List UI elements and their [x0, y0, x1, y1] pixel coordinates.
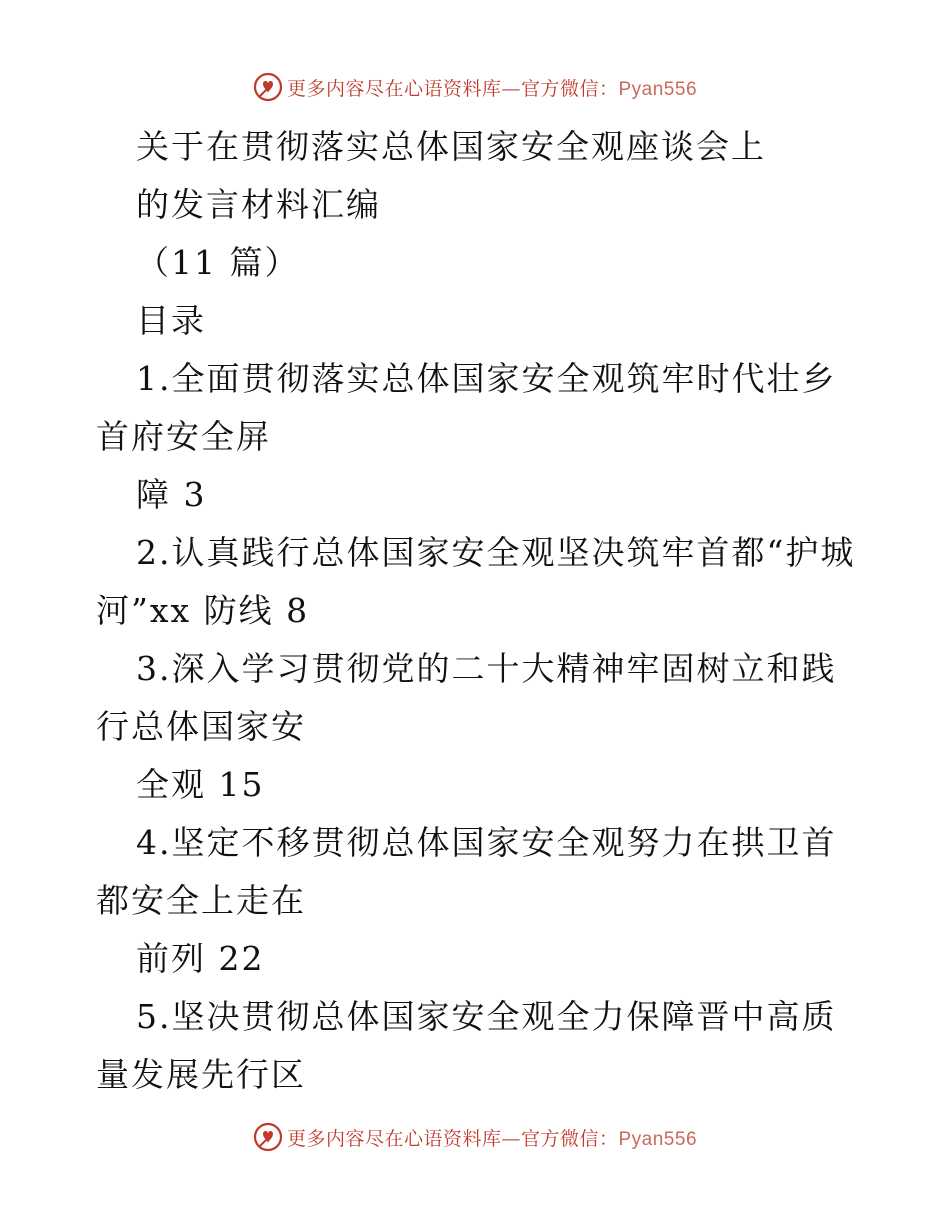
toc-entry-1: 1.全面贯彻落实总体国家安全观筑牢时代壮乡首府安全屏: [96, 359, 837, 456]
toc-entry-4: 4.坚定不移贯彻总体国家安全观努力在拱卫首都安全上走在: [96, 823, 837, 920]
watermark-text: 更多内容尽在心语资料库—官方微信：Pyan556: [286, 77, 698, 100]
watermark-banner-top: [0, 72, 950, 112]
toc-entry-3: 3.深入学习贯彻党的二十大精神牢固树立和践行总体国家安: [96, 649, 837, 746]
toc-entry-4-cont: 前列 22: [136, 939, 265, 978]
watermark-text: 更多内容尽在心语资料库—官方微信：Pyan556: [286, 1127, 698, 1150]
heart-pen-logo-icon: [253, 72, 283, 102]
toc-entry-3-cont: 全观 15: [136, 765, 265, 804]
article-count: （11 篇）: [136, 243, 300, 282]
toc-entry-1-cont: 障 3: [136, 475, 207, 514]
watermark-banner-bottom: [0, 1122, 950, 1162]
document-title-line-1: 关于在贯彻落实总体国家安全观座谈会上: [136, 127, 766, 166]
toc-heading: 目录: [136, 301, 206, 340]
toc-entry-2: 2.认真践行总体国家安全观坚决筑牢首都“护城河”xx 防线 8: [96, 533, 856, 630]
document-title-line-2: 的发言材料汇编: [136, 185, 381, 224]
toc-entry-5: 5.坚决贯彻总体国家安全观全力保障晋中高质量发展先行区: [96, 997, 837, 1094]
heart-pen-logo-icon: [253, 1122, 283, 1152]
document-body: [96, 118, 856, 1104]
